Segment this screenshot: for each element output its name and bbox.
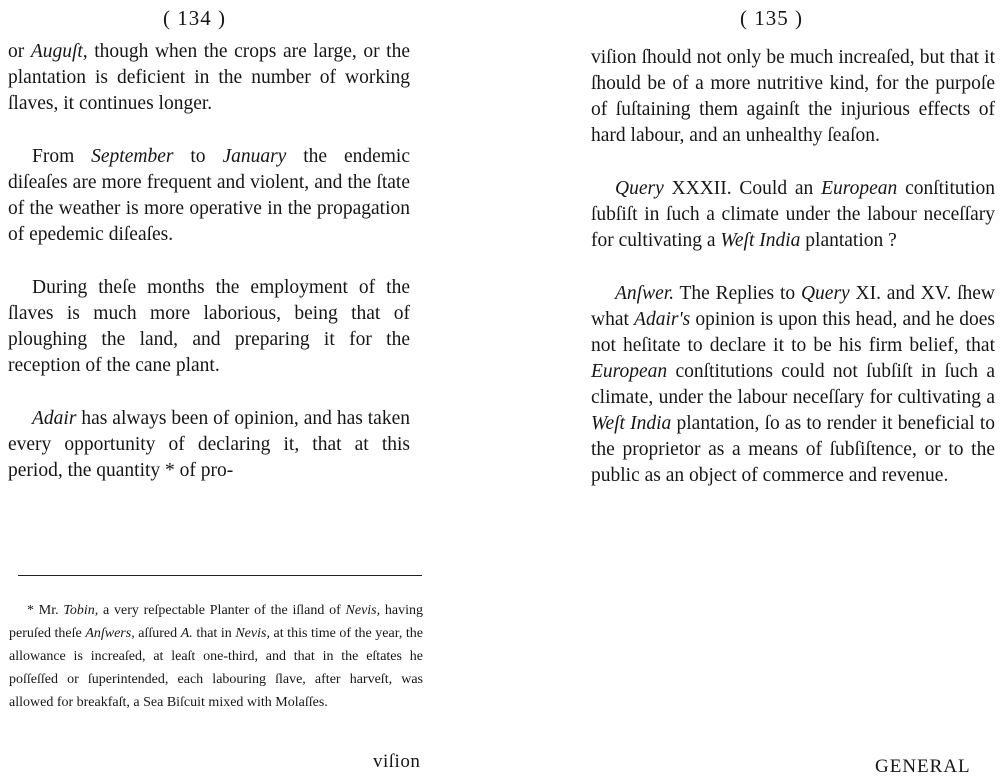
- left-catchword: viſion: [373, 751, 421, 772]
- left-page-number: ( 134 ): [163, 6, 226, 30]
- right-page-number: ( 135 ): [740, 6, 803, 30]
- right-paragraph-3: Anſwer. The Replies to Query XI. and XV. ſhew what Adair's opinion is upon this head, and he does not heſitate to declare it to be his firm belief, that European conſtitutions could not ſubſiſt in ſuch a climate, under the labour neceſſary for cultivating a Weſt India plantation, ſo as to render it beneficial to the proprietor as a means of ſubſiſtence, or to the public as an object of commerce and revenue.: [591, 283, 996, 486]
- left-paragraph-3: During theſe months the employment of the ſlaves is much more laborious, being that of ploughing the land, and preparing it for the reception of the cane plant.: [8, 277, 410, 376]
- footnote: * Mr. Tobin, a very reſpectable Planter of the iſland of Nevis, having peruſed theſe Anſwers, aſſured A. that in Nevis, at this time of the year, the allowance is increaſed, at leaſt one-third, and that in the eſtates he poſſeſſed or ſuperintended, each labouring ſlave, after harveſt, was allowed for breakfaſt, a Sea Biſcuit mixed with Molaſſes.: [9, 603, 423, 710]
- left-paragraph-2: From September to January the endemic diſeaſes are more frequent and violent, and the ſtate of the weather is more operative in the propagation of epedemic diſeaſes.: [8, 146, 411, 245]
- footnote-rule: [18, 575, 422, 576]
- right-page-body: [591, 45, 995, 489]
- right-catchword: GENERAL: [875, 756, 971, 777]
- right-paragraph-1: viſion ſhould not only be much increaſed, but that it ſhould be of a more nutritive kind, for the purpoſe of ſuſtaining them againſt the injurious effects of hard labour, and an unhealthy ſeaſon.: [591, 47, 995, 146]
- left-paragraph-1: or Auguſt, though when the crops are large, or the plantation is deficient in the number of working ſlaves, it continues longer.: [8, 41, 410, 114]
- right-paragraph-2: Query XXXII. Could an European conſtitution ſubſiſt in ſuch a climate under the labour neceſſary for cultivating a Weſt India plantation ?: [591, 178, 995, 251]
- left-paragraph-4: Adair has always been of opinion, and has taken every opportunity of declaring it, that at this period, the quantity * of pro-: [8, 408, 410, 481]
- left-page-body: [8, 39, 410, 484]
